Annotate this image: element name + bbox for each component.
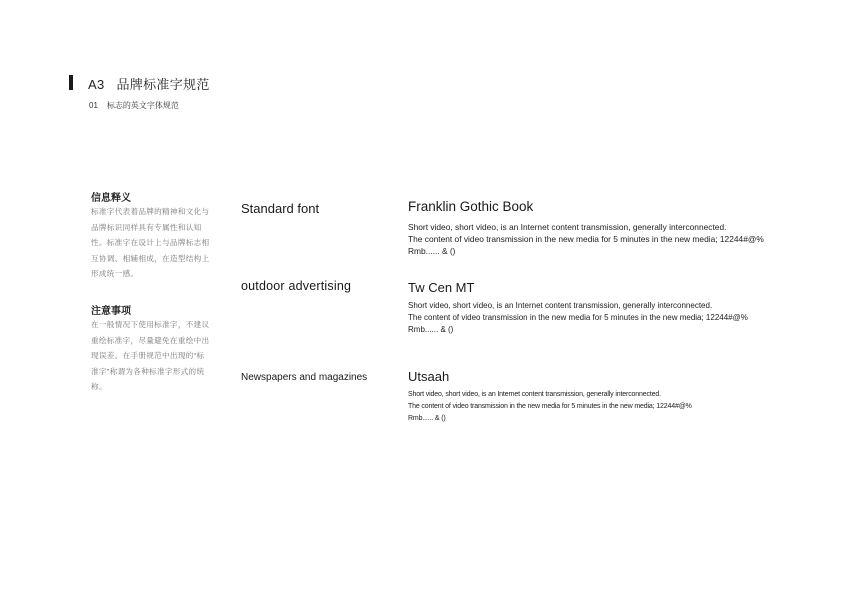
section-code: A3 [88,77,105,92]
category-outdoor-advertising: outdoor advertising [241,279,352,293]
notes-heading: 注意事项 [91,306,131,317]
sample-line: Rmb...... & () [408,246,456,256]
sample-line: Rmb...... & () [408,415,446,422]
subsection-number: 01 [89,101,98,110]
page-title [88,74,210,93]
font-name-tw-cen-mt: Tw Cen MT [408,280,475,295]
sample-text [408,221,764,257]
sample-line: The content of video transmission in the new media for 5 minutes in the new media; 12244#@% [408,234,764,244]
font-name-franklin-gothic: Franklin Gothic Book [408,199,534,214]
sample-line: Short video, short video, is an Internet content transmission, generally interconnected. [408,222,727,232]
info-heading: 信息释义 [91,193,131,204]
section-title: 品牌标准字规范 [116,77,210,92]
category-standard-font: Standard font [241,201,320,216]
sample-line: The content of video transmission in the new media for 5 minutes in the new media; 12244#@% [408,403,692,410]
sample-text [408,389,692,425]
category-newspapers-magazines: Newspapers and magazines [241,372,368,383]
notes-text: 在一般情况下使用标准字，不建议重绘标准字，尽量避免在重绘中出现误差。在手册规范中出现的“标准字”称谓为各种标准字形式的统称。 [91,320,210,392]
section-marker-bar [69,75,73,90]
sample-line: Rmb...... & () [408,325,454,334]
sample-line: The content of video transmission in the new media for 5 minutes in the new media; 12244#@% [408,313,748,322]
font-name-utsaah: Utsaah [408,369,450,384]
subsection-title: 标志的英文字体规范 [106,101,179,110]
sample-line: Short video, short video, is an Internet content transmission, generally interconnected. [408,301,713,310]
page-subtitle [89,100,179,111]
info-text: 标准字代表着品牌的精神和文化与品牌标识同样具有专属性和认知性。标准字在设计上与品牌标志相互协调、相辅相成，在造型结构上形成统一感。 [91,207,210,279]
sample-text [408,300,748,336]
sample-line: Short video, short video, is an Internet content transmission, generally interconnected. [408,391,661,398]
